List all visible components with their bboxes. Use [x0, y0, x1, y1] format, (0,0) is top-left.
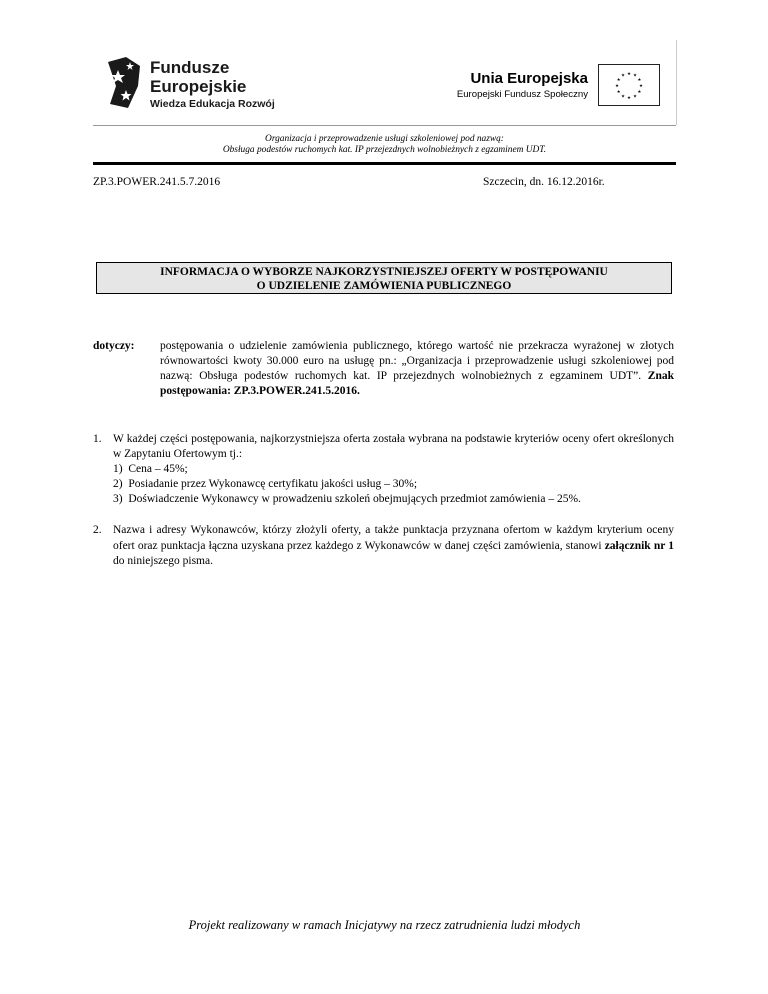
svg-text:★: ★	[614, 84, 620, 89]
criteria-text: Posiadanie przez Wykonawcę certyfikatu jakości usług – 30%;	[128, 478, 418, 490]
point-2-text	[113, 523, 674, 570]
criteria-item	[113, 492, 674, 507]
svg-text:★: ★	[632, 73, 638, 79]
eu-flag-icon	[598, 64, 660, 106]
point-1-text: W każdej części postępowania, najkorzystniejsza oferta została wybrana na podstawie kryteriów oceny ofert określonych w Zapytaniu Ofertowym tj.:	[113, 433, 674, 460]
document-reference: ZP.3.POWER.241.5.7.2016	[93, 176, 221, 188]
ue-logo-line1: Unia Europejska	[470, 70, 588, 87]
criteria-number: 2)	[113, 478, 123, 490]
unia-europejska-logo	[432, 70, 588, 102]
point-2-number: 2.	[93, 524, 102, 536]
svg-text:★: ★	[620, 94, 626, 100]
criteria-item	[113, 477, 674, 492]
fundusze-europejskie-logo	[106, 56, 306, 116]
document-title-line2: O UDZIELENIE ZAMÓWIENIA PUBLICZNEGO	[256, 280, 512, 292]
svg-text:★: ★	[620, 73, 626, 79]
criteria-number: 1)	[113, 463, 123, 475]
header-divider-vertical	[676, 40, 677, 125]
fe-logo-line2: Europejskie	[150, 77, 247, 96]
dotyczy-case-number: Znak postępowania: ZP.3.POWER.241.5.2016.	[160, 370, 675, 397]
fe-logo-line1: Fundusze	[150, 58, 230, 77]
document-date: Szczecin, dn. 16.12.2016r.	[483, 176, 605, 188]
header-tagline-2: Obsługa podestów ruchomych kat. IP przejezdnych wolnobieżnych z egzaminem UDT.	[222, 145, 547, 155]
svg-text:★: ★	[637, 78, 642, 83]
attachment-reference: załącznik nr 1	[604, 539, 675, 552]
dotyczy-label: dotyczy:	[93, 340, 135, 352]
ue-logo-line2: Europejski Fundusz Społeczny	[456, 89, 588, 100]
fundusze-europejskie-star-icon	[106, 56, 142, 110]
document-title	[96, 262, 672, 294]
fe-logo-line3: Wiedza Edukacja Rozwój	[150, 98, 275, 110]
svg-text:★: ★	[616, 78, 621, 83]
criteria-item	[113, 462, 674, 477]
header-divider	[93, 125, 676, 126]
criteria-number: 3)	[113, 493, 123, 505]
point-1	[93, 432, 674, 507]
dotyczy-text	[160, 339, 674, 399]
point-2-body: Nazwa i adresy Wykonawców, którzy złożyli oferty, a także punktacja przyznana ofertom w każdym kryterium oceny ofert oraz punktacja łączna uzyskana przez każdego z Wykonawców w danej części zamówienia, stanowi	[113, 524, 674, 552]
svg-text:★: ★	[626, 96, 632, 101]
svg-text:★: ★	[626, 72, 632, 77]
criteria-text: Doświadczenie Wykonawcy w prowadzeniu szkoleń obejmujących przedmiot zamówienia – 25%.	[128, 493, 581, 505]
svg-text:★: ★	[637, 90, 642, 95]
dotyczy-body: postępowania o udzielenie zamówienia publicznego, którego wartość nie przekracza wyrażonej w złotych równowartości kwoty 30.000 euro na usługę pn.: „Organizacja i przeprowadzenie usługi szkoleniowej pod nazwą: Obsługa podestów ruchomych kat. IP przejezdnych wolnobieżnych z egzaminem UDT”.	[160, 340, 674, 382]
point-2-tail: do niniejszego pisma.	[113, 555, 213, 567]
svg-text:★: ★	[638, 84, 644, 89]
svg-text:★: ★	[616, 90, 621, 95]
svg-text:★: ★	[632, 94, 638, 100]
header-tagline-1: Organizacja i przeprowadzenie usługi szkoleniowej pod nazwą:	[265, 134, 504, 144]
point-2	[93, 523, 674, 570]
document-title-line1: INFORMACJA O WYBORZE NAJKORZYSTNIEJSZEJ OFERTY W POSTĘPOWANIU	[160, 266, 608, 278]
criteria-list	[113, 462, 674, 507]
criteria-text: Cena – 45%;	[128, 463, 188, 475]
point-1-number: 1.	[93, 433, 102, 445]
footer-text: Projekt realizowany w ramach Inicjatywy na rzecz zatrudnienia ludzi młodych	[188, 918, 581, 932]
header-rule	[93, 162, 676, 165]
